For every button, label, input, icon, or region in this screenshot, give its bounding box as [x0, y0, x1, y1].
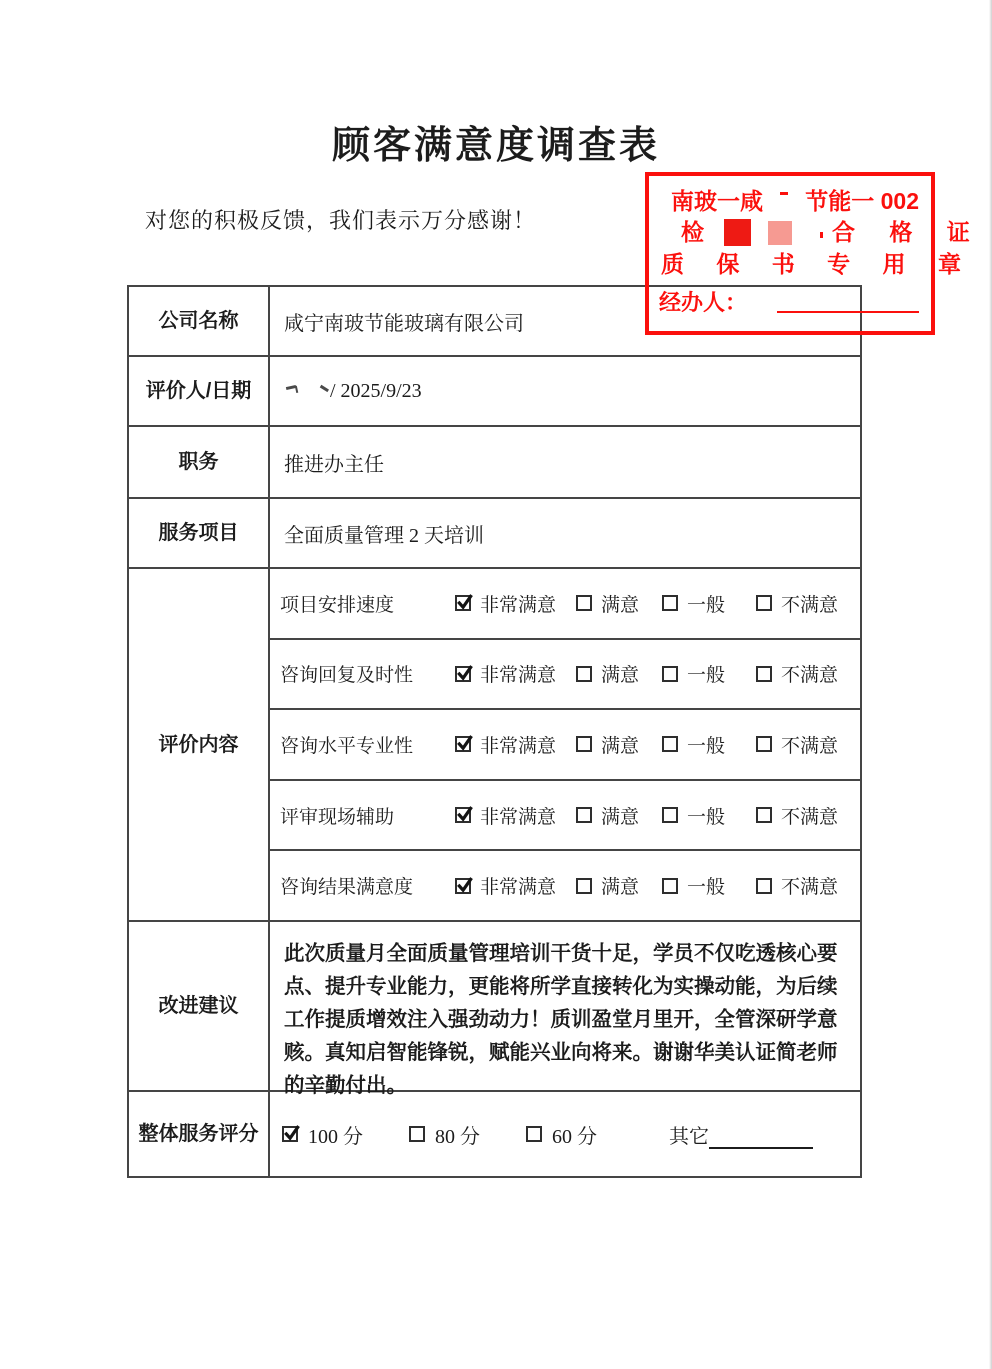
- service-label: 服务项目: [129, 499, 270, 567]
- checkbox-unchecked[interactable]: [756, 878, 772, 894]
- evaluator-date-row: [129, 355, 860, 425]
- checkbox-unchecked[interactable]: [576, 878, 592, 894]
- suggestion-block: [129, 920, 860, 1097]
- checkbox-unchecked[interactable]: [576, 807, 592, 823]
- rating-option: [662, 802, 725, 829]
- position-label: 职务: [129, 427, 270, 497]
- checkbox-unchecked[interactable]: [756, 666, 772, 682]
- stamp-line1: [649, 176, 931, 214]
- checkbox-unchecked[interactable]: [662, 595, 678, 611]
- stamp-line3: 质 保 书 专 用 章: [661, 251, 974, 277]
- evaluator-date-label: 评价人/日期: [129, 357, 270, 425]
- rating-option: [756, 590, 838, 617]
- obscured-char-mark: [780, 192, 788, 195]
- checkbox-unchecked[interactable]: [756, 595, 772, 611]
- position-value: 推进办主任: [284, 453, 384, 476]
- evaluation-row: [270, 638, 860, 709]
- criterion-label: 咨询结果满意度: [280, 877, 414, 899]
- checkbox-checked[interactable]: [455, 878, 471, 894]
- checkbox-unchecked[interactable]: [662, 666, 678, 682]
- rating-option-label: 不满意: [781, 877, 839, 899]
- rating-option: [756, 660, 838, 687]
- score-value-cell: [270, 1092, 860, 1176]
- obscured-handwriting: [284, 381, 330, 401]
- rating-option-label: 满意: [601, 594, 640, 616]
- evaluation-block: [129, 567, 860, 920]
- evaluation-row: [270, 849, 860, 920]
- rating-option: [576, 590, 639, 617]
- stamp-company-text: 南玻一咸: [671, 188, 763, 214]
- rating-option-label: 一般: [687, 594, 726, 616]
- checkbox-unchecked[interactable]: [662, 807, 678, 823]
- survey-table: [127, 285, 862, 1178]
- score-option-label: 60 分: [552, 1125, 597, 1148]
- rating-option: [662, 872, 725, 899]
- criterion-label: 咨询回复及时性: [280, 665, 414, 687]
- checkbox-checked[interactable]: [282, 1126, 298, 1142]
- evaluation-row: [270, 569, 860, 638]
- rating-option-label: 不满意: [781, 735, 839, 757]
- other-label: 其它: [669, 1125, 709, 1148]
- checkbox-unchecked[interactable]: [409, 1126, 425, 1142]
- rating-option-label: 非常满意: [480, 806, 557, 828]
- checkbox-unchecked[interactable]: [576, 666, 592, 682]
- rating-option: [455, 872, 556, 899]
- suggestion-label: 改进建议: [129, 922, 270, 1090]
- rating-option: [756, 802, 838, 829]
- rating-option: [455, 802, 556, 829]
- rating-option-label: 非常满意: [480, 594, 557, 616]
- checkbox-unchecked[interactable]: [526, 1126, 542, 1142]
- thanks-note: 对您的积极反馈，我们表示万分感谢！: [145, 208, 537, 233]
- date-text: / 2025/9/23: [330, 379, 422, 402]
- score-block: [129, 1090, 860, 1176]
- evaluation-label: 评价内容: [129, 569, 270, 920]
- service-value: 全面质量管理 2 天培训: [284, 524, 484, 547]
- evaluator-date-value: [270, 357, 860, 425]
- service-row: [129, 497, 860, 567]
- rating-option: [662, 731, 725, 758]
- checkbox-checked[interactable]: [455, 666, 471, 682]
- rating-option-label: 满意: [601, 735, 640, 757]
- evaluation-row: [270, 779, 860, 850]
- rating-option-label: 不满意: [781, 594, 839, 616]
- company-label: 公司名称: [129, 287, 270, 355]
- checkbox-unchecked[interactable]: [662, 736, 678, 752]
- rating-option-label: 非常满意: [480, 665, 557, 687]
- rating-option-label: 一般: [687, 735, 726, 757]
- rating-option: [662, 590, 725, 617]
- rating-option-label: 非常满意: [480, 877, 557, 899]
- stamp-line2: [649, 219, 984, 246]
- rating-option: [576, 802, 639, 829]
- other-score-line[interactable]: [709, 1129, 813, 1149]
- checkbox-unchecked[interactable]: [756, 736, 772, 752]
- suggestion-text: 此次质量月全面质量管理培训干货十足，学员不仅吃透核心要点、提升专业能力，更能将所学直接转化为实操动能，为后续工作提质增效注入强劲动力！质训盈堂月里开，全管深研学意赅。真知启智能锋锐，赋能兴业向将来。谢谢华美认证简老师的辛勤付出。: [284, 942, 838, 1097]
- checkbox-unchecked[interactable]: [662, 878, 678, 894]
- checkbox-unchecked[interactable]: [576, 736, 592, 752]
- rating-option: [455, 731, 556, 758]
- rating-option-label: 非常满意: [480, 735, 557, 757]
- checkbox-checked[interactable]: [455, 807, 471, 823]
- score-option-label: 100 分: [308, 1125, 363, 1148]
- redaction-square-solid: [724, 219, 751, 246]
- stamp-agent-row: [649, 286, 931, 317]
- stamp-line2-suffix: 合 格 证: [832, 219, 984, 245]
- score-options: [282, 1120, 597, 1149]
- company-value: 咸宁南玻节能玻璃有限公司: [284, 312, 524, 335]
- rating-option: [576, 660, 639, 687]
- rating-option: [576, 872, 639, 899]
- rating-option: [576, 731, 639, 758]
- criterion-label: 咨询水平专业性: [280, 735, 414, 757]
- score-option: [282, 1120, 363, 1149]
- criterion-label: 项目安排速度: [280, 594, 395, 616]
- page-title: 顾客满意度调查表: [331, 125, 660, 167]
- score-option: [409, 1120, 480, 1149]
- checkbox-checked[interactable]: [455, 595, 471, 611]
- score-other: [669, 1120, 813, 1149]
- score-option: [526, 1120, 597, 1149]
- rating-option-label: 一般: [687, 877, 726, 899]
- position-row: [129, 425, 860, 497]
- rating-option: [756, 731, 838, 758]
- agent-signature-line[interactable]: [777, 311, 919, 313]
- rating-option-label: 不满意: [781, 665, 839, 687]
- checkbox-checked[interactable]: [455, 736, 471, 752]
- rating-option-label: 满意: [601, 806, 640, 828]
- rating-option-label: 满意: [601, 877, 640, 899]
- stamp-line2-prefix: 检: [681, 219, 704, 245]
- checkbox-unchecked[interactable]: [576, 595, 592, 611]
- rating-option: [756, 872, 838, 899]
- redaction-square-light: [768, 221, 792, 245]
- rating-option: [455, 590, 556, 617]
- evaluation-rows: [270, 569, 860, 920]
- agent-label: 经办人：: [659, 290, 748, 315]
- stamp-code-text: 节能一 002: [805, 188, 919, 214]
- rating-option-label: 一般: [687, 665, 726, 687]
- score-option-label: 80 分: [435, 1125, 480, 1148]
- red-stamp: [645, 172, 984, 335]
- rating-option: [455, 660, 556, 687]
- rating-option: [662, 660, 725, 687]
- checkbox-unchecked[interactable]: [756, 807, 772, 823]
- evaluation-row: [270, 708, 860, 779]
- criterion-label: 评审现场辅助: [280, 806, 395, 828]
- rating-option-label: 不满意: [781, 806, 839, 828]
- rating-option-label: 满意: [601, 665, 640, 687]
- rating-option-label: 一般: [687, 806, 726, 828]
- score-label: 整体服务评分: [129, 1092, 270, 1176]
